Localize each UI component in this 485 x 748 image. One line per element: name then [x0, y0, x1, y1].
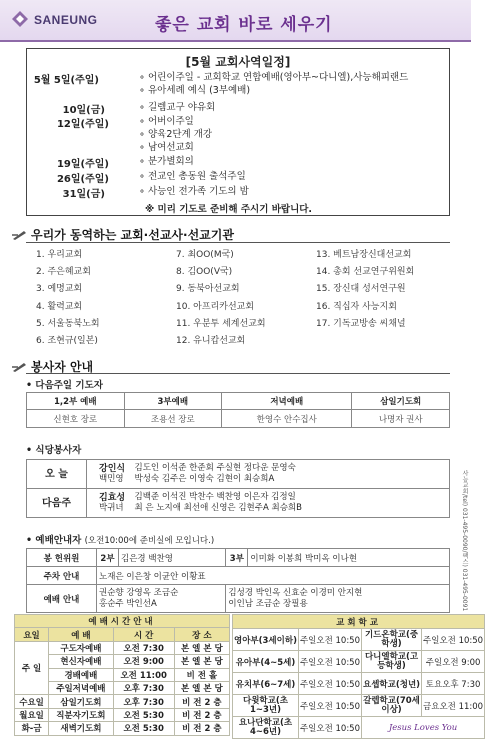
- pencil-icon: [12, 229, 27, 240]
- divider: [26, 373, 450, 374]
- jesus-loves-you-text: Jesus Loves You: [362, 717, 485, 739]
- logo-text: SANEUNG: [34, 13, 98, 27]
- mission-col-2: 7. 최OO(M국) 8. 김OO(V국) 9. 동북아선교회 10. 아프리카선교회 11. 우분투 세계선교회 12. 유니캅선교회: [176, 250, 266, 347]
- schedule-box: [5월 교회사역일정] 5월 5일(주일) ∘ 어린이주일 - 교회학교 연합예배(영아부~다니엘),사능해피랜드 ∘ 유아세례 예식 (3부예배) 10일(금) ∘ 길렘교구 야유회 12일(주일) ∘ 어버이주일 ∘ 양육2단계 개강 ∘ 남여선교회 19일(주일) ∘ 분가별회의 26일(주일) ∘ 전교인 총동원 출석주일 31일(금) ∘ 사능인 전가족 기도의 밤 ※ 미리 기도로 준비해 주시기 바랍니다.: [26, 48, 450, 216]
- side-contact: 사능교회/tel) 031-495-0090/팩스) 031-495-0091: [461, 470, 468, 612]
- mission-col-1: 1. 우리교회 2. 주은혜교회 3. 예명교회 4. 활력교회 5. 서울동북노회 6. 조현규(일본): [36, 250, 100, 347]
- mission-heading: 우리가 동역하는 교회·선교사·선교기관: [12, 226, 234, 243]
- worship-time-table: 예배시간안내 요일 예 배 시 간 장 소 주 일 구도자예배 오전 7:30 본 엘 본 당 현신자예배 오전 9:00 본 엘 본 당 경배예배 오전 11:00 비 전 홀 주일저녁예배 오후 7:30 본 엘 본 당 수요일 삼일기도회 오후 7:30 비 전 2 층 월요일 직분자기도회 오전 5:30 비 전 2 층 화-금 새벽기도회 오전 5:30 비 전 2 층: [14, 614, 230, 736]
- schedule-note: ※ 미리 기도로 준비해 주시기 바랍니다.: [145, 204, 313, 215]
- guide-label: • 예배안내자 (오전10:00에 준비실에 모입니다.): [26, 532, 214, 546]
- guide-table: 봉 헌위원 2부 김은경 백찬영 3부 이미화 이봉희 박미옥 이나현 주차 안내 노재은 이은창 이균안 이황표 예배 안내 권순향 강영옥 조금순 홍순주 박인선A 김성경 박인옥 신효순 이경미 안지현 이인남 조금순 장필용: [26, 548, 450, 613]
- school-table: 교회학교 영아부(3세이하) 주일오전 10:50 기드온학교(중학생) 주일오전 10:50 유아부(4~5세) 주일오전 10:50 다니엘학교(고등학생) 주일오전 9:00 유치부(6~7세) 주일오전 10:50 요셉학교(청년) 토요오후 7:30 다윗학교(초1~3년) 주일오전 10:50 갈렙학교(70세이상) 금요오전 11:00 요나단학교(초4~6년) 주일오전 10:50 Jesus Loves You: [232, 614, 485, 739]
- next-week-label: • 다음주일 기도자: [26, 377, 103, 391]
- church-logo-icon: [10, 10, 30, 28]
- mission-col-3: 13. 베트남장신대선교회 14. 총회 선교연구위원회 15. 장신대 성서연구원 16. 직십자 사능지회 17. 기독교방송 씨채널: [316, 250, 415, 329]
- page-title: 좋은 교회 바로 세우기: [155, 15, 333, 35]
- schedule-title: [5월 교회사역일정]: [185, 55, 291, 69]
- service-heading: 봉사자 안내: [12, 358, 93, 375]
- page-header: [0, 0, 471, 42]
- divider: [26, 242, 450, 243]
- next-week-table: 1,2부 예배 3부예배 저녁예배 삼일기도회 신현호 장로 조용선 장로 한영수 안수집사 나명자 권사: [26, 392, 450, 428]
- meal-table: 오 늘 강인식 백민영 김도인 이석준 한준회 주실현 정다운 문영숙 박성숙 김주은 이영숙 김현이 최승희A 다음주 김효성 박귀녀 김백준 이석진 박찬수 백찬영 이은자 김정일 최 은 노지애 최선애 신영은 김현주A 최승희B: [26, 459, 450, 518]
- pencil-icon: [12, 361, 27, 372]
- meal-label: • 식당봉사자: [26, 442, 81, 456]
